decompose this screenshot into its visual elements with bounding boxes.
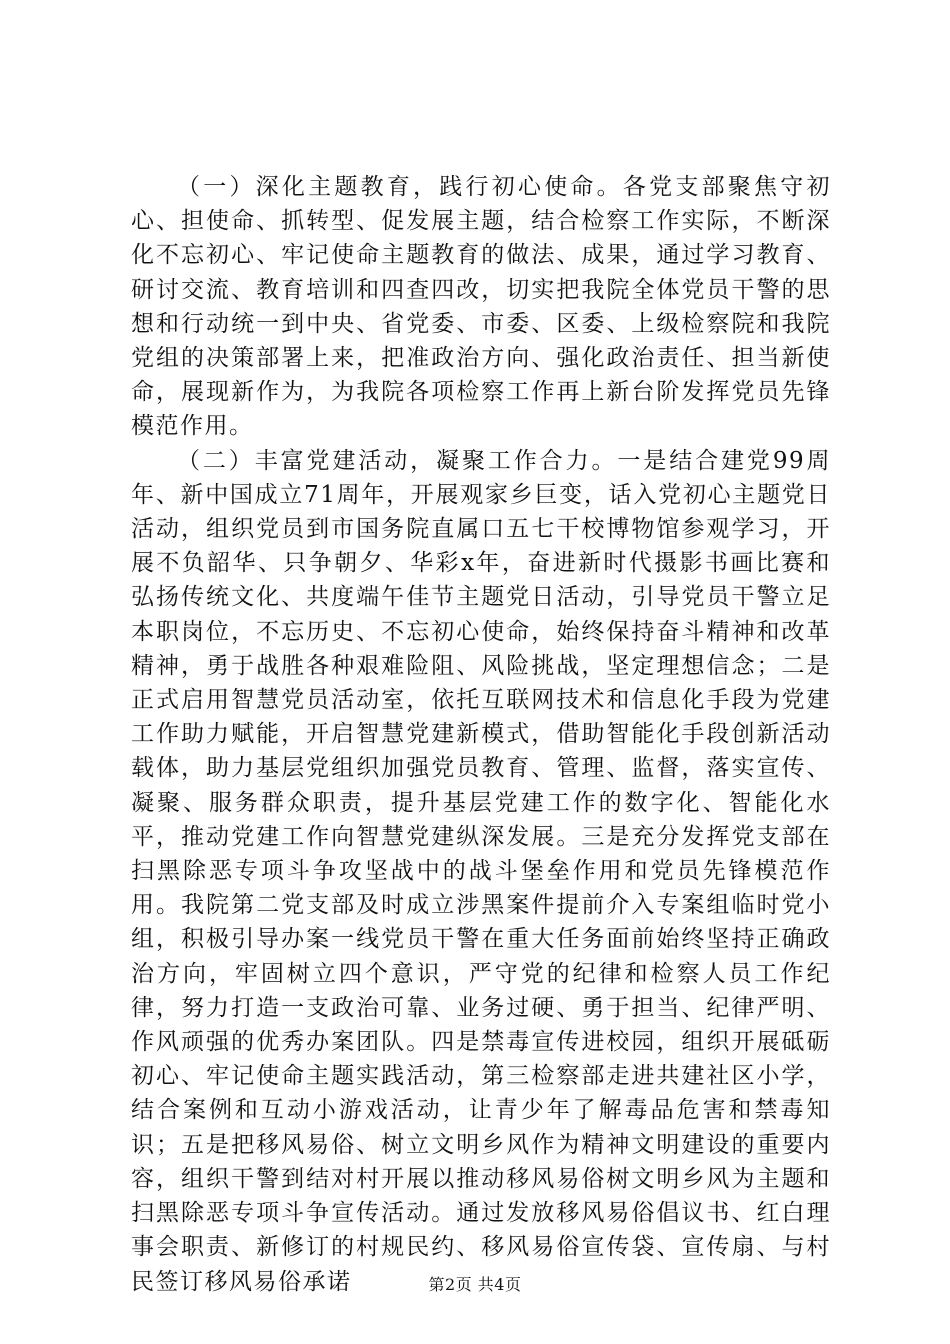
document-body [131,170,831,1299]
paragraph-2: （二）丰富党建活动，凝聚工作合力。一是结合建党99周年、新中国成立71周年，开展观家乡巨变，话入党初心主题党日活动，组织党员到市国务院直属口五七干校博物馆参观学习，开展不负韶华、只争朝夕、华彩x年，奋进新时代摄影书画比赛和弘扬传统文化、共度端午佳节主题党日活动，引导党员干警立足本职岗位，不忘历史、不忘初心使命，始终保持奋斗精神和改革精神，勇于战胜各种艰难险阻、风险挑战，坚定理想信念；二是正式启用智慧党员活动室，依托互联网技术和信息化手段为党建工作助力赋能，开启智慧党建新模式，借助智能化手段创新活动载体，助力基层党组织加强党员教育、管理、监督，落实宣传、凝聚、服务群众职责，提升基层党建工作的数字化、智能化水平，推动党建工作向智慧党建纵深发展。三是充分发挥党支部在扫黑除恶专项斗争攻坚战中的战斗堡垒作用和党员先锋模范作用。我院第二党支部及时成立涉黑案件提前介入专案组临时党小组，积极引导办案一线党员干警在重大任务面前始终坚持正确政治方向，牢固树立四个意识，严守党的纪律和检察人员工作纪律，努力打造一支政治可靠、业务过硬、勇于担当、纪律严明、作风顽强的优秀办案团队。四是禁毒宣传进校园，组织开展砥砺初心、牢记使命主题实践活动，第三检察部走进共建社区小学，结合案例和互动小游戏活动，让青少年了解毒品危害和禁毒知识；五是把移风易俗、树立文明乡风作为精神文明建设的重要内容，组织干警到结对村开展以推动移风易俗树文明乡风为主题和扫黑除恶专项斗争宣传活动。通过发放移风易俗倡议书、红白理事会职责、新修订的村规民约、移风易俗宣传袋、宣传扇、与村民签订移风易俗承诺 [131,447,831,1295]
page-footer: 第2页 共4页 [428,1275,522,1294]
paragraph-1: （一）深化主题教育，践行初心使命。各党支部聚焦守初心、担使命、抓转型、促发展主题，结合检察工作实际，不断深化不忘初心、牢记使命主题教育的做法、成果，通过学习教育、研讨交流、教育培训和四查四改，切实把我院全体党员干警的思想和行动统一到中央、省党委、市委、区委、上级检察院和我院党组的决策部署上来，把准政治方向、强化政治责任、担当新使命，展现新作为，为我院各项检察工作再上新台阶发挥党员先锋模范作用。 [131,174,831,440]
